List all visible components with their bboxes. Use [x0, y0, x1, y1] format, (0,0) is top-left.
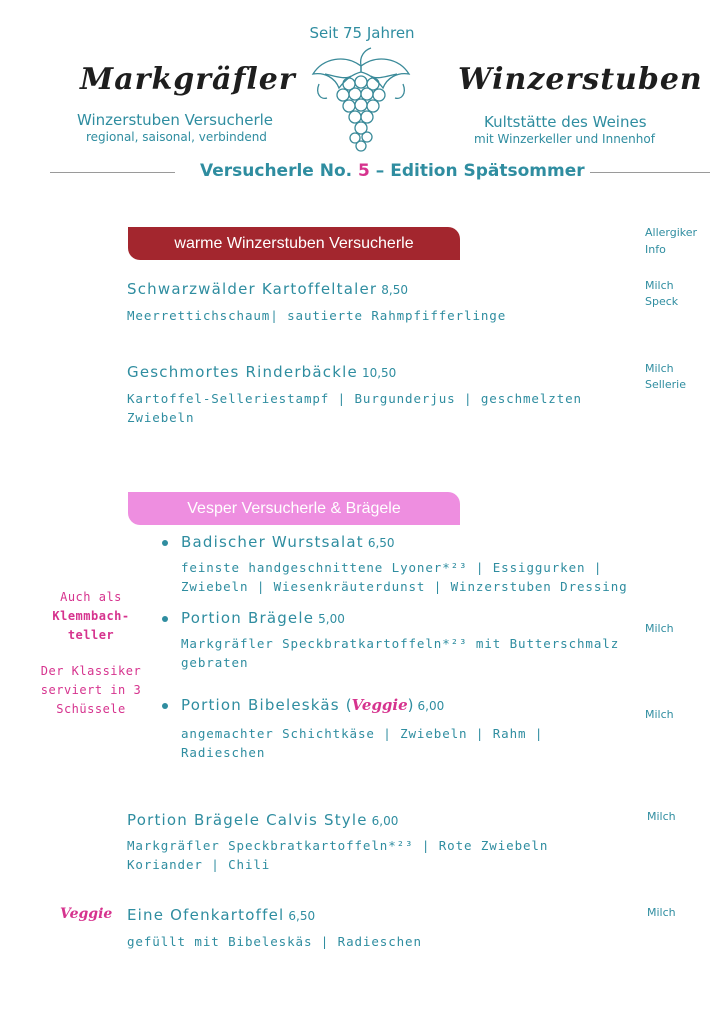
allergen-list: Milch Speck — [645, 279, 679, 308]
allergen-list: Milch — [645, 708, 674, 721]
dish-name: Badischer Wurstsalat 6,50 — [181, 533, 395, 551]
dish-name: Schwarzwälder Kartoffeltaler 8,50 — [127, 280, 408, 298]
brand-right: Winzerstuben — [458, 62, 703, 97]
dish-name: Eine Ofenkartoffel 6,50 — [127, 906, 316, 924]
left-subtitle-small: regional, saisonal, verbindend — [86, 130, 267, 144]
side-note: Auch als Klemmbach- teller Der Klassiker serviert in 3 Schüssele — [40, 590, 142, 716]
allergen-list: Milch — [647, 810, 676, 823]
bullet-icon — [162, 703, 168, 709]
dish-name: Portion Brägele 5,00 — [181, 609, 345, 627]
dish-price: 10,50 — [361, 366, 397, 380]
dish-description: Meerrettichschaum| sautierte Rahmpfifferlinge — [127, 308, 507, 323]
veggie-tag: Veggie — [60, 906, 113, 922]
bullet-icon — [162, 540, 168, 546]
dish-description: feinste handgeschnittene Lyoner*²³ | Essiggurken | Zwiebeln | Wiesenkräuterdunst | Winzerstuben Dressing — [181, 560, 628, 594]
dish-name: Portion Bibeleskäs (Veggie) 6,00 — [181, 696, 445, 714]
allergen-list: Milch — [647, 906, 676, 919]
right-subtitle: Kultstätte des Weines — [484, 113, 647, 131]
dish-price: 6,00 — [417, 699, 445, 713]
section-banner-warm: warme Winzerstuben Versucherle — [128, 227, 460, 260]
allergy-header: Allergiker Info — [645, 226, 698, 256]
right-subtitle-small: mit Winzerkeller und Innenhof — [474, 132, 655, 146]
edition-number: 5 — [358, 161, 370, 181]
bullet-icon — [162, 616, 168, 622]
edition-title: Versucherle No. 5 – Edition Spätsommer — [200, 161, 585, 181]
dish-description: Kartoffel-Selleriestampf | Burgunderjus | geschmelzten Zwiebeln — [127, 391, 582, 425]
divider-right — [590, 172, 710, 173]
section-banner-vesper: Vesper Versucherle & Brägele — [128, 492, 460, 525]
dish-name: Geschmortes Rinderbäckle 10,50 — [127, 363, 397, 381]
dish-price: 8,50 — [381, 283, 408, 297]
grapes-icon — [305, 44, 417, 154]
dish-price: 6,00 — [371, 814, 399, 828]
dish-price: 6,50 — [288, 909, 316, 923]
dish-name: Portion Brägele Calvis Style 6,00 — [127, 811, 399, 829]
dish-description: gefüllt mit Bibeleskäs | Radieschen — [127, 934, 422, 949]
dish-description: Markgräfler Speckbratkartoffeln*²³ mit Butterschmalz gebraten — [181, 636, 620, 670]
divider-left — [50, 172, 175, 173]
dish-price: 6,50 — [367, 536, 395, 550]
dish-description: angemachter Schichtkäse | Zwiebeln | Rahm | Radieschen — [181, 726, 544, 760]
brand-left: Markgräfler — [80, 62, 296, 97]
dish-price: 5,00 — [318, 612, 345, 626]
tagline-seit: Seit 75 Jahren — [309, 24, 415, 42]
allergen-list: Milch Sellerie — [645, 362, 686, 391]
allergen-list: Milch — [645, 622, 674, 635]
dish-description: Markgräfler Speckbratkartoffeln*²³ | Rote Zwiebeln Koriander | Chili — [127, 838, 549, 872]
veggie-tag: Veggie — [351, 696, 408, 714]
left-subtitle: Winzerstuben Versucherle — [77, 111, 274, 129]
